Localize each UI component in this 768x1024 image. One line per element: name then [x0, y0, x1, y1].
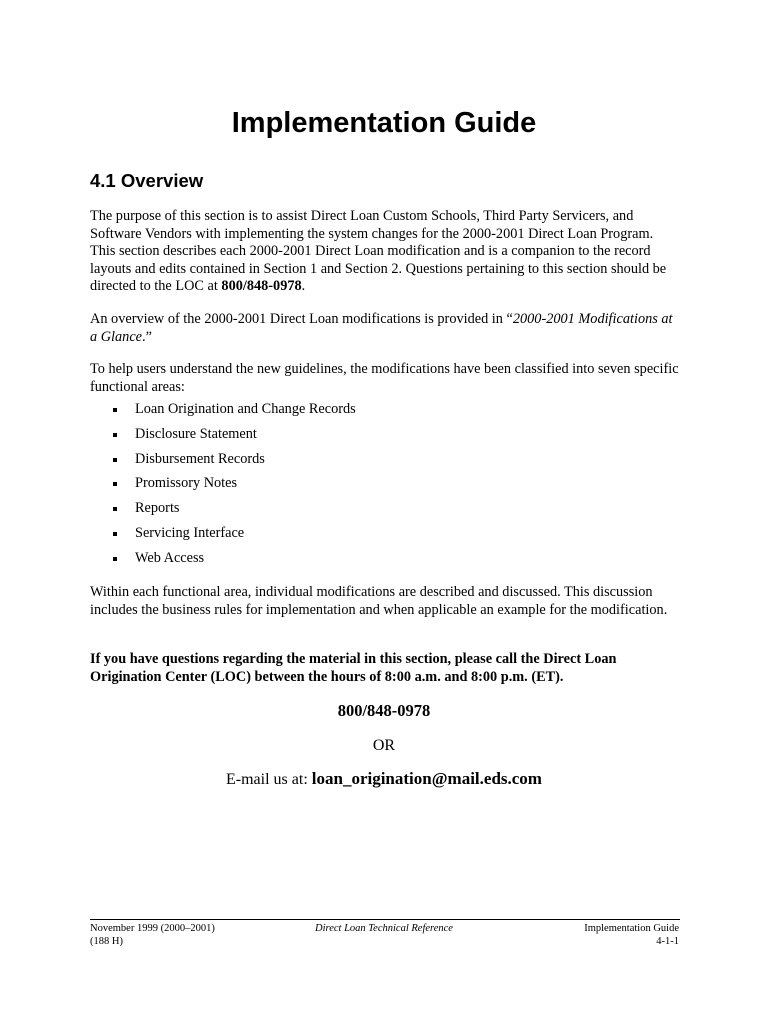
within-paragraph: Within each functional area, individual modifications are described and discussed. This discussion includes the business rules for implementation and when applicable an example for the modification.: [90, 584, 668, 618]
bullet-square-icon: [113, 458, 117, 462]
list-item-label: Disclosure Statement: [135, 425, 257, 442]
list-item: [90, 451, 680, 476]
contact-or: OR: [372, 737, 396, 754]
list-item: [90, 550, 680, 575]
page-number: 4-1-1: [656, 936, 679, 947]
footer-title: Implementation Guide: [584, 923, 679, 934]
bullet-square-icon: [113, 408, 117, 412]
areas-intro-paragraph: To help users understand the new guidelines, the modifications have been classified into seven specific functional areas:: [90, 361, 679, 395]
list-item-label: Servicing Interface: [135, 524, 245, 541]
overview-reference: 2000-2001 Modifications at a Glance: [90, 311, 673, 345]
footer-right: [480, 922, 679, 948]
list-item-label: Reports: [135, 500, 180, 517]
list-item-label: Promissory Notes: [135, 475, 238, 492]
overview-text: An overview of the 2000-2001 Direct Loan modifications is provided in “: [90, 311, 513, 327]
list-item: [90, 426, 680, 451]
list-item-label: Web Access: [135, 549, 205, 566]
list-item-label: Loan Origination and Change Records: [135, 401, 356, 417]
list-item: [90, 401, 680, 426]
list-item-label: Disbursement Records: [135, 450, 265, 467]
footer-code: (188 H): [90, 936, 123, 947]
functional-areas-list: [90, 401, 680, 575]
email-address: loan_origination@mail.eds.com: [311, 769, 542, 788]
purpose-phone: 800/848-0978: [221, 278, 302, 294]
page-title: Implementation Guide: [231, 107, 537, 139]
email-label: E-mail us at:: [226, 771, 312, 788]
footer-divider: [90, 919, 680, 920]
contact-email-line: [0, 768, 768, 791]
purpose-end: .: [301, 278, 306, 294]
bullet-square-icon: [113, 433, 117, 437]
list-item: [90, 475, 680, 500]
list-item: [90, 500, 680, 525]
bullet-square-icon: [113, 557, 117, 561]
footer-date: November 1999 (2000–2001): [90, 923, 215, 934]
contact-phone: 800/848-0978: [337, 701, 431, 720]
footer-center: Direct Loan Technical Reference: [315, 923, 453, 934]
bullet-square-icon: [113, 507, 117, 511]
questions-paragraph: If you have questions regarding the material in this section, please call the Direct Loan Origination Center (LOC) between the hours of 8:00 a.m. and 8:00 p.m. (ET).: [90, 651, 617, 685]
bullet-square-icon: [113, 532, 117, 536]
purpose-text: The purpose of this section is to assist Direct Loan Custom Schools, Third Party Servicers, and Software Vendors with implementing the system changes for the 2000-2001 Direct Loan Program. This section describes each 2000-2001 Direct Loan modification and is a companion to the record layouts and edits contained in Section 1 and Section 2. Questions pertaining to this section should be directed to the LOC at: [90, 208, 667, 294]
overview-paragraph: [90, 311, 680, 346]
purpose-paragraph: [90, 208, 680, 296]
bullet-square-icon: [113, 482, 117, 486]
overview-end: .”: [142, 328, 152, 345]
section-heading: 4.1 Overview: [90, 170, 204, 191]
list-item: [90, 525, 680, 550]
